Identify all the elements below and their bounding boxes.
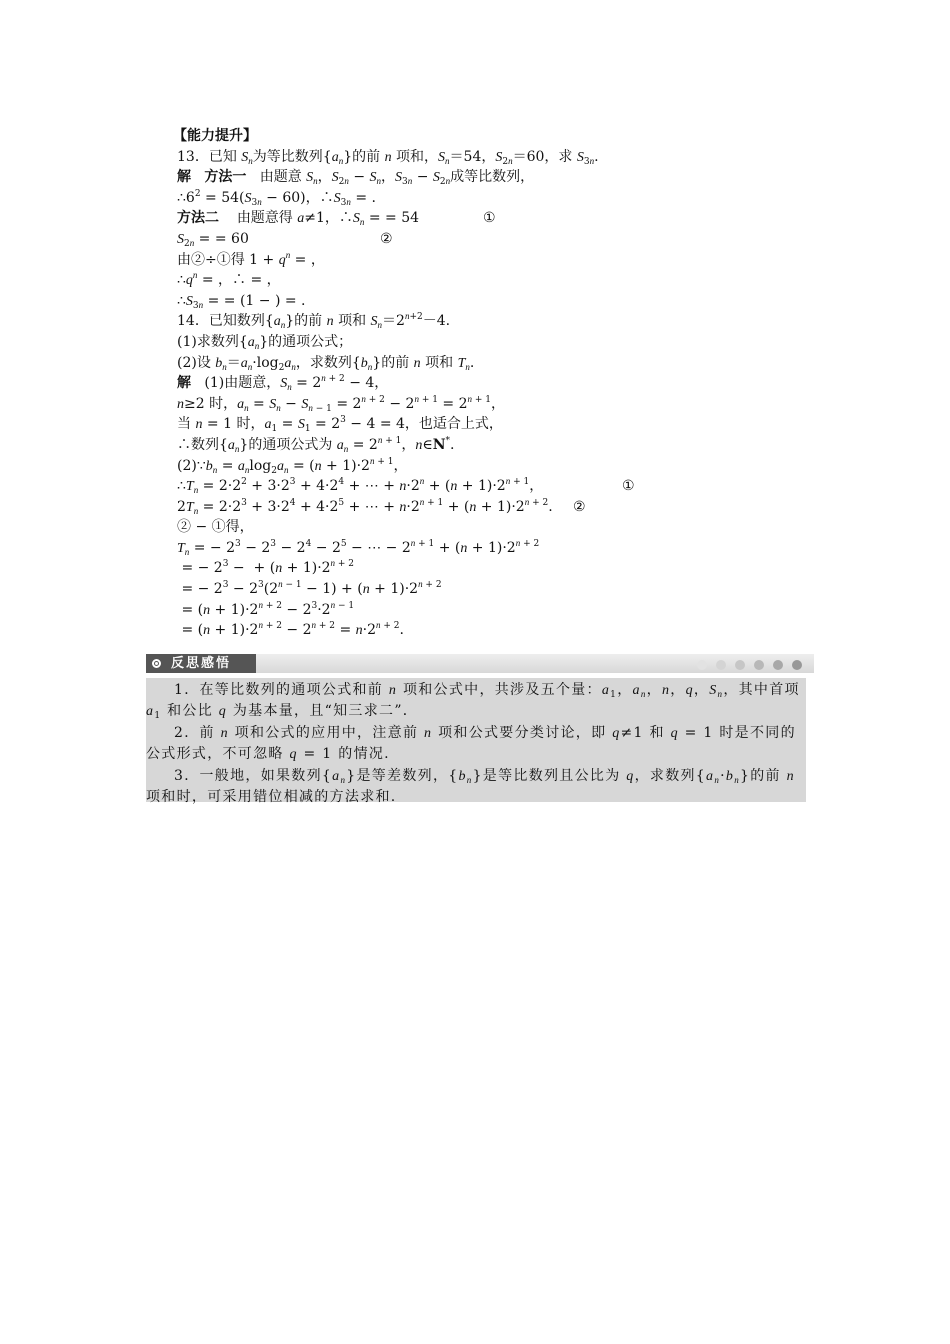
reflection-point-3: 3．一般地，如果数列$\{a_n\}$是等差数列，$\{b_n\}$是等比数列且公比为 q，求数列$\{a_n\cdot b_n\}$的前 n 项和时，可采用错位相减的方法求和. bbox=[146, 767, 795, 806]
solution-14-step-2: = − $2^3$ − + $(n + 1)\cdot 2^{n + 2}$ bbox=[177, 558, 355, 577]
solution-14-step-3: = − $2^3 - 2^3(2^{n - 1} - 1) + (n + 1)\cdot 2^{n + 2}$ bbox=[177, 579, 442, 598]
solution-14-2tn: $2T_n = 2\cdot 2^3 + 3\cdot 2^4 + 4\cdot 2^5$ + ⋯ + $n\cdot 2^{n + 1} + (n + 1)\cdot 2^{n + 2}$. ② bbox=[177, 496, 586, 516]
solution-14-subtract: ② − ①得， bbox=[177, 519, 254, 536]
solution-14-line-2: n≥2 时，$a_n = S_n - S_{n - 1} = 2^{n + 2} - 2^{n + 1} = 2^{n + 1}$， bbox=[177, 393, 506, 414]
reflection-point-1: 1．在等比数列的通项公式和前 n 项和公式中，共涉及五个量：$a_1$，$a_n$，n，q，$S_n$，其中首项 $a_1$ 和公比 q 为基本量，且“知三求二”． bbox=[146, 682, 800, 722]
section-title: 【能力提升】 bbox=[173, 128, 257, 144]
solution-13-s3n: $\therefore S_{3n}$ = = (1 − ) = . bbox=[177, 292, 306, 311]
problem-14: 14．已知数列$\{a_n\}$的前 n 项和 $S_n=2^{n+2}-4$. bbox=[177, 311, 451, 331]
solution-14-line-5: $(2)\because b_n = a_n\log_2a_n = (n + 1)\cdot 2^{n + 1}$， bbox=[177, 455, 408, 476]
solution-13-method-2: 方法二 由题意得 a≠1，$\therefore S_n$ = = 54 ① bbox=[177, 210, 496, 228]
reflection-box bbox=[146, 678, 806, 806]
solution-14-step-4: = $(n + 1)\cdot 2^{n + 2} - 2^3\cdot 2^{n - 1}$ bbox=[177, 599, 355, 618]
solution-14-tn: $\therefore T_n = 2\cdot 2^2 + 3\cdot 2^3 + 4\cdot 2^4$ + ⋯ + $n\cdot 2^n + (n + 1)\cdot 2^{n + 1}$， ① bbox=[177, 476, 635, 496]
problem-13: 13．已知 $S_n$为等比数列$\{a_n\}$的前 n 项和，$S_n=54$，$S_{2n}=60$，求 $S_{3n}$. bbox=[177, 148, 599, 167]
decorative-dot bbox=[773, 660, 783, 670]
decorative-dot bbox=[716, 660, 726, 670]
decorative-dot bbox=[697, 660, 707, 670]
reflection-title: 反思感悟 bbox=[146, 654, 256, 673]
decorative-dot bbox=[735, 660, 745, 670]
solution-14-step-5: = $(n + 1)\cdot 2^{n + 2} - 2^{n + 2} = n\cdot 2^{n + 2}$. bbox=[177, 620, 404, 639]
solution-14-line-3: 当 n = 1 时，$a_1 = S_1 = 2^3 - 4 = 4$，也适合上式， bbox=[177, 415, 503, 435]
problem-14-part-1: (1)求数列$\{a_n\}$的通项公式； bbox=[177, 333, 353, 351]
reflection-point-2: 2．前 n 项和公式的应用中，注意前 n 项和公式要分类讨论，即 q≠1 和 q = 1 时是不同的公式形式，不可忽略 q = 1 的情况. bbox=[146, 724, 796, 763]
problem-14-part-2: (2)设 $b_n=a_n\cdot\log_2a_n$，求数列$\{b_n\}$的前 n 项和 $T_n$. bbox=[177, 354, 475, 373]
solution-13-qn: $\therefore q^n$ = ，∴ = ， bbox=[177, 270, 281, 289]
solution-13-eq-2: $S_{2n}$ = = 60 ② bbox=[177, 230, 393, 249]
decorative-dots bbox=[688, 658, 802, 674]
solution-13-divide: 由②÷①得 $1 + q^n$ = ， bbox=[177, 249, 325, 268]
decorative-dot bbox=[792, 660, 802, 670]
reflection-header bbox=[146, 654, 814, 673]
decorative-dot bbox=[754, 660, 764, 670]
document-body bbox=[173, 126, 817, 641]
target-icon bbox=[152, 659, 161, 668]
solution-14-line-4: ∴数列$\{a_n\}$的通项公式为 $a_n = 2^{n + 1}$，n∈N*. bbox=[177, 434, 455, 454]
solution-13-method-1: 解 方法一 由题意 $S_n$，$S_{2n} - S_n$，$S_{3n} - S_{2n}$成等比数列， bbox=[177, 169, 535, 188]
solution-14-line-1: 解 (1)由题意，$S_n = 2^{n + 2} - 4$， bbox=[177, 373, 389, 393]
solution-14-step-1: $T_n$ = − $2^3 - 2^3 - 2^4 - 2^5$ − ⋯ − $2^{n + 1} + (n + 1)\cdot 2^{n + 2}$ bbox=[177, 537, 540, 557]
solution-13-line-2: $\therefore 6^2 = 54(S_{3n} - 60)$，$\therefore S_{3n}$ = . bbox=[177, 188, 376, 208]
